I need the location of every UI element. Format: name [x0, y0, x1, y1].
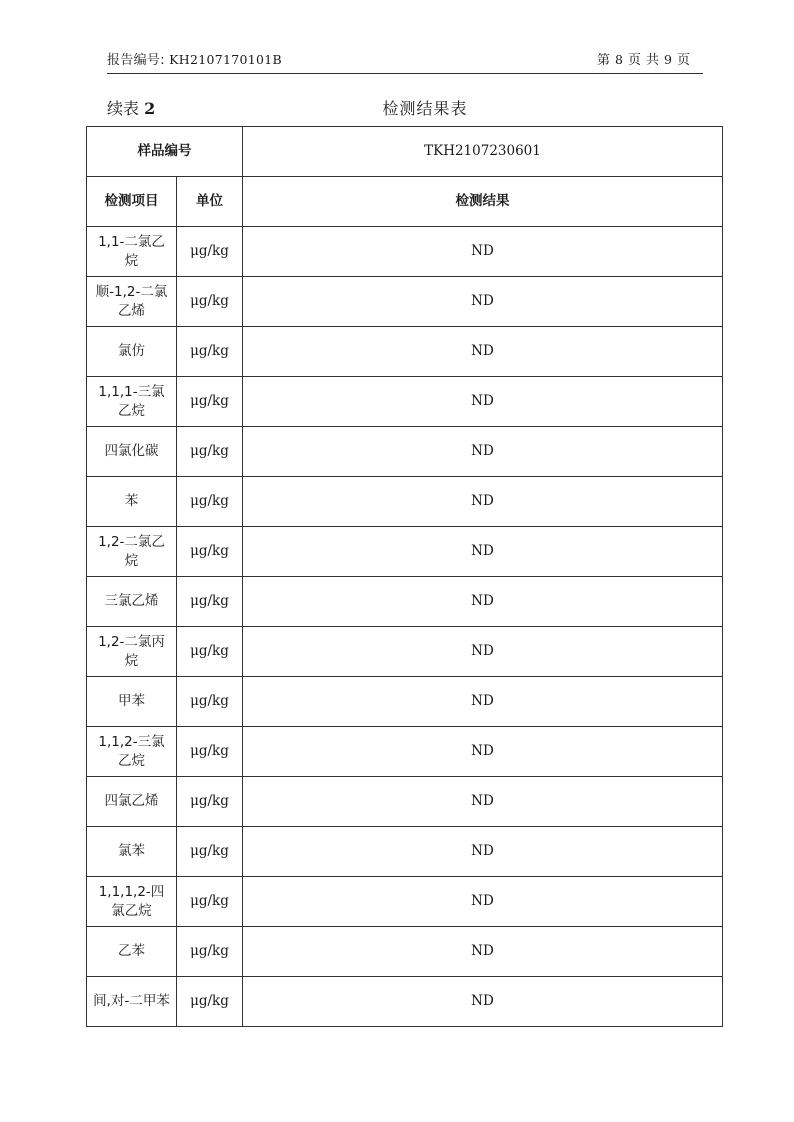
result-cell: ND: [243, 827, 723, 877]
sample-row: [87, 127, 723, 177]
unit-cell: μg/kg: [177, 877, 243, 927]
unit-cell: μg/kg: [177, 577, 243, 627]
analyte-name: 甲苯: [87, 677, 177, 727]
table-row: [87, 677, 723, 727]
analyte-name: 三氯乙烯: [87, 577, 177, 627]
unit-cell: μg/kg: [177, 477, 243, 527]
sample-label: 样品编号: [87, 127, 243, 177]
results-table: [86, 126, 723, 1027]
page-prefix: 第: [597, 53, 612, 68]
result-cell: ND: [243, 577, 723, 627]
table-title: 检测结果表: [382, 99, 468, 118]
unit-cell: μg/kg: [177, 427, 243, 477]
table-row: [87, 277, 723, 327]
analyte-name: 1,1-二氯乙烷: [87, 227, 177, 277]
continued-table-number: 2: [144, 99, 156, 118]
unit-cell: μg/kg: [177, 777, 243, 827]
report-number: [107, 49, 282, 68]
page-total: 9: [664, 52, 673, 67]
analyte-name: 1,1,1,2-四氯乙烷: [87, 877, 177, 927]
unit-cell: μg/kg: [177, 977, 243, 1027]
page-header: [107, 47, 703, 74]
continued-label-text: 续表: [107, 99, 140, 118]
continued-table-label: [107, 96, 155, 119]
unit-cell: μg/kg: [177, 627, 243, 677]
unit-cell: μg/kg: [177, 377, 243, 427]
page-mid2: 共: [646, 53, 661, 68]
report-number-label: 报告编号:: [107, 53, 165, 68]
table-row: [87, 477, 723, 527]
analyte-name: 1,1,2-三氯乙烷: [87, 727, 177, 777]
unit-cell: μg/kg: [177, 927, 243, 977]
table-row: [87, 927, 723, 977]
page-mid1: 页: [628, 53, 643, 68]
analyte-name: 1,2-二氯乙烷: [87, 527, 177, 577]
table-row: [87, 777, 723, 827]
result-cell: ND: [243, 877, 723, 927]
column-header-row: [87, 177, 723, 227]
result-cell: ND: [243, 427, 723, 477]
table-row: [87, 727, 723, 777]
sample-number: TKH2107230601: [243, 127, 723, 177]
result-cell: ND: [243, 627, 723, 677]
analyte-name: 乙苯: [87, 927, 177, 977]
result-cell: ND: [243, 727, 723, 777]
result-cell: ND: [243, 477, 723, 527]
table-row: [87, 527, 723, 577]
table-row: [87, 227, 723, 277]
table-row: [87, 977, 723, 1027]
table-row: [87, 877, 723, 927]
analyte-name: 1,2-二氯丙烷: [87, 627, 177, 677]
analyte-name: 顺-1,2-二氯乙烯: [87, 277, 177, 327]
col-header-item: 检测项目: [87, 177, 177, 227]
unit-cell: μg/kg: [177, 227, 243, 277]
analyte-name: 四氯化碳: [87, 427, 177, 477]
analyte-name: 间,对-二甲苯: [87, 977, 177, 1027]
unit-cell: μg/kg: [177, 827, 243, 877]
table-row: [87, 827, 723, 877]
result-cell: ND: [243, 927, 723, 977]
table-row: [87, 427, 723, 477]
table-row: [87, 627, 723, 677]
unit-cell: μg/kg: [177, 677, 243, 727]
result-cell: ND: [243, 377, 723, 427]
page-indicator: [595, 49, 693, 68]
result-cell: ND: [243, 977, 723, 1027]
unit-cell: μg/kg: [177, 277, 243, 327]
analyte-name: 1,1,1-三氯乙烷: [87, 377, 177, 427]
unit-cell: μg/kg: [177, 727, 243, 777]
result-cell: ND: [243, 527, 723, 577]
analyte-name: 氯苯: [87, 827, 177, 877]
page-current: 8: [615, 52, 624, 67]
page-suffix: 页: [676, 53, 691, 68]
table-row: [87, 577, 723, 627]
analyte-name: 氯仿: [87, 327, 177, 377]
col-header-result: 检测结果: [243, 177, 723, 227]
result-cell: ND: [243, 277, 723, 327]
result-cell: ND: [243, 677, 723, 727]
analyte-name: 苯: [87, 477, 177, 527]
table-row: [87, 327, 723, 377]
unit-cell: μg/kg: [177, 527, 243, 577]
result-cell: ND: [243, 777, 723, 827]
unit-cell: μg/kg: [177, 327, 243, 377]
result-cell: ND: [243, 227, 723, 277]
table-row: [87, 377, 723, 427]
col-header-unit: 单位: [177, 177, 243, 227]
result-cell: ND: [243, 327, 723, 377]
analyte-name: 四氯乙烯: [87, 777, 177, 827]
report-number-value: KH2107170101B: [169, 52, 283, 67]
